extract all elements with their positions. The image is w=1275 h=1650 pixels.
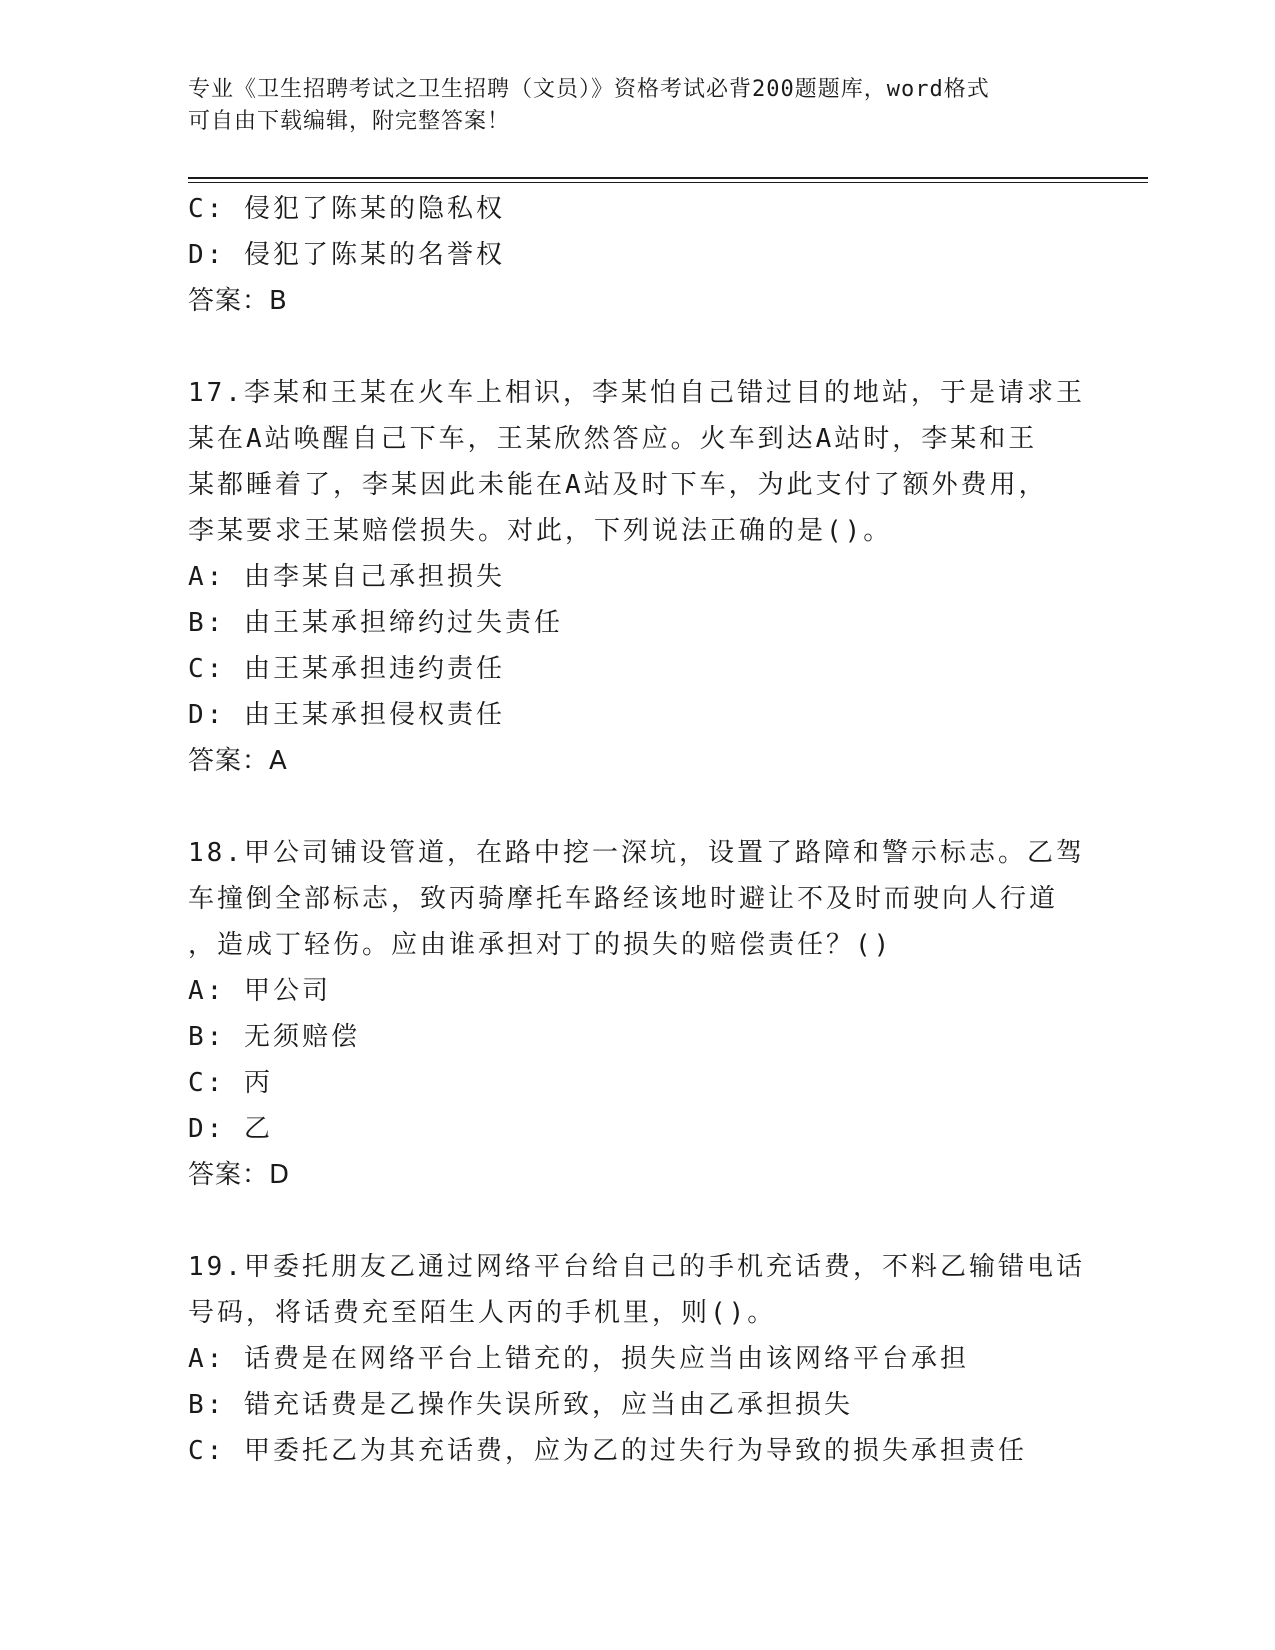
header-divider-thick [188,177,1148,179]
question-18 [188,830,1088,1198]
answer-line: 答案：B [188,286,288,316]
header-line-2: 可自由下载编辑，附完整答案！ [188,109,511,134]
question-text-line: 19.甲委托朋友乙通过网络平台给自己的手机充话费，不料乙输错电话 [188,1252,1085,1282]
question-text-line: 17.李某和王某在火车上相识，李某怕自己错过目的地站，于是请求王 [188,378,1085,408]
answer-line: 答案：A [188,746,288,776]
question-text-line: ，造成丁轻伤。应由谁承担对丁的损失的赔偿责任？() [188,930,893,960]
option-a: A: 由李某自己承担损失 [188,562,505,592]
option-c: C: 丙 [188,1068,273,1098]
option-b: B: 错充话费是乙操作失误所致，应当由乙承担损失 [188,1390,853,1420]
question-17 [188,370,1088,784]
option-a: A: 甲公司 [188,976,331,1006]
question-text-line: 某在A站唤醒自己下车，王某欣然答应。火车到达A站时，李某和王 [188,424,1038,454]
option-a: A: 话费是在网络平台上错充的，损失应当由该网络平台承担 [188,1344,969,1374]
header-divider-thin [188,182,1148,183]
option-d: D: 由王某承担侵权责任 [188,700,505,730]
option-d: D: 乙 [188,1114,273,1144]
question-gap [188,784,1088,830]
question-text-line: 号码，将话费充至陌生人丙的手机里，则()。 [188,1298,777,1328]
question-19 [188,1244,1088,1474]
document-header [188,74,1068,138]
question-text-line: 18.甲公司铺设管道，在路中挖一深坑，设置了路障和警示标志。乙驾 [188,838,1085,868]
option-d: D: 侵犯了陈某的名誉权 [188,240,505,270]
question-text-line: 李某要求王某赔偿损失。对此，下列说法正确的是()。 [188,516,893,546]
option-c: C: 由王某承担违约责任 [188,654,505,684]
header-line-1: 专业《卫生招聘考试之卫生招聘（文员）》资格考试必背200题题库，word格式 [188,77,990,102]
option-c: C: 甲委托乙为其充话费，应为乙的过失行为导致的损失承担责任 [188,1436,1027,1466]
question-16-tail [188,186,1088,324]
question-gap [188,1198,1088,1244]
question-gap [188,324,1088,370]
option-b: B: 由王某承担缔约过失责任 [188,608,563,638]
question-text-line: 某都睡着了，李某因此未能在A站及时下车，为此支付了额外费用， [188,470,1048,500]
option-c: C: 侵犯了陈某的隐私权 [188,194,505,224]
answer-line: 答案：D [188,1160,291,1190]
question-list [188,186,1088,1474]
question-text-line: 车撞倒全部标志，致丙骑摩托车路经该地时避让不及时而驶向人行道 [188,884,1059,914]
option-b: B: 无须赔偿 [188,1022,360,1052]
